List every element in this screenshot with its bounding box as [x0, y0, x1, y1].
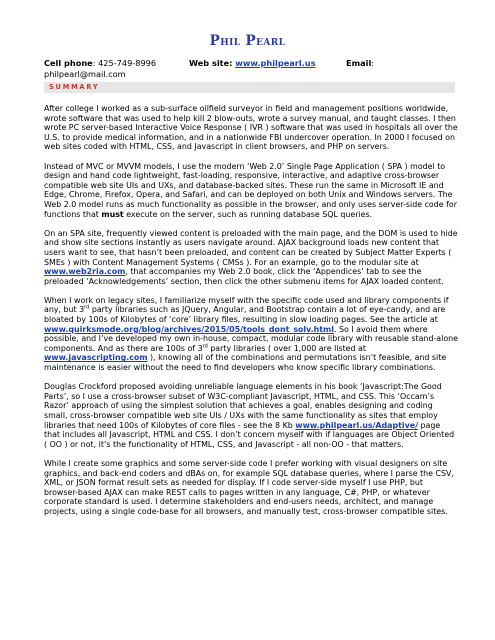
paragraph-6: While I create some graphics and some server-side code I prefer working with visual designers on site graphics, and back-end coders and dBAs on, for example SQL database queries, where I parse the CSV, XML, or JSON format result sets as needed for display. If I code server-side myself I use PHP, but browser-based AJAX can make REST calls to pages written in any language, C#, PHP, or whatever corporate standard is used. I determine stakeholders and end-users needs, architect, and manage projects, using a single code-base for all browsers, and manually test, cross-browser compatible sites. [44, 458, 454, 516]
email-value: philpearl@mail.com [44, 69, 126, 79]
web-site [189, 58, 315, 69]
adaptive-link[interactable]: www.philpearl.us/Adaptive/ [295, 420, 419, 430]
emphasis-must: must [101, 209, 124, 219]
paragraph-5: Douglas Crockford proposed avoiding unreliable language elements in his book ‘Javascript:The Good Parts’, so I use a cross-browser subset of W3C-compliant Javascript, HTML, and CSS. This ‘Occam’s Razor’ approach of using the simplest solution that achieves a goal, enables designing and coding small, cross-browser compatible web site UIs / UXs with the same functionality as sites that employ libraries that need 100s of Kilobytes of core files - see the 8 Kb www.philpearl.us/Adaptive/ page that includes all Javascript, HTML and CSS. I don’t concern myself with if languages are Object Oriented ( OO ) or not, it’s the functionality of HTML, CSS, and Javascript - all non-OO - that matters. [44, 382, 455, 449]
web2ria-link[interactable]: www.web2ria.com [44, 267, 126, 277]
cell-phone-label: Cell phone [44, 58, 93, 68]
summary-body [44, 104, 458, 526]
cell-phone [44, 58, 156, 69]
paragraph-2: Instead of MVC or MVVM models, I use the modern ‘Web 2.0’ Single Page Application ( SPA ) model to design and hand code lightweight, fast-loading, responsive, interactive, and adaptive cross-browser compatible web site UIs and UXs, and database-backed sites. These run the same in Microsoft IE and Edge, Chrome, Firefox, Opera, and Safari, and can be deployed on both Unix and Windows servers. The Web 2.0 model runs as much functionality as possible in the browser, and only uses server-side code for functions that must execute on the server, such as running database SQL queries. [44, 161, 457, 219]
summary-heading-bar [44, 82, 455, 93]
email [346, 58, 374, 69]
paragraph-1: After college I worked as a sub-surface oilfield surveyor in field and management positions worldwide, wrote software that was used to help kill 2 blow-outs, wrote a survey manual, and taught classes. I then wrote PC server-based Interactive Voice Response ( IVR ) software that was used in hospitals all over the U.S. to provide medical information, and in a nationwide FBI undercover operation. In 2000 I focused on web sites coded with HTML, CSS, and Javascript in client browsers, and PHP on servers. [44, 104, 458, 152]
page-title: Phil Pearl [209, 33, 286, 49]
paragraph-4: When I work on legacy sites, I familiarize myself with the specific code used and library components if any, but 3rd party libraries such as JQuery, Angular, and Bootstrap contain a lot of eye-candy, and are bloated by 100s of Kilobytes of ‘core’ library files, resulting in slow loading pages. See the article at www.quirksmode.org/blog/archives/2015/05/tools_dont_solv.html. So I avoid them where possible, and I’ve developed my own in-house, compact, modular code library with reusable stand-alone components. And as there are 100s of 3rd party libraries ( over 1,000 are listed at www.javascripting.com ), knowing all of the combinations and permutations isn’t feasible, and site maintenance is easier without the need to find developers who know specific library combinations. [44, 295, 459, 373]
javascripting-link[interactable]: www.javascripting.com [44, 353, 148, 363]
quirksmode-link[interactable]: www.quirksmode.org/blog/archives/2015/05/tools_dont_solv.html [44, 324, 334, 334]
cell-phone-value: : 425-749-8996 [92, 58, 157, 68]
web-site-label: Web site: [189, 58, 236, 68]
contact-block [44, 58, 454, 80]
contact-row [44, 58, 454, 69]
summary-heading: SUMMARY [49, 83, 100, 91]
paragraph-3: On an SPA site, frequently viewed content is preloaded with the main page, and the DOM is used to hide and show site sections instantly as users navigate around. AJAX background loads new content that users want to see, that hasn’t been preloaded, and content can be created by Subject Matter Experts ( SMEs ) with Content Management Systems ( CMSs ). For an example, go to the modular site at www.web2ria.com, that accompanies my Web 2.0 book, click the ‘Appendices’ tab to see the preloaded ‘Acknowledgements’ section, then click the other submenu items for AJAX loaded content. [44, 228, 458, 286]
email-label: Email [346, 58, 372, 68]
email-separator: : [371, 58, 375, 68]
web-site-link[interactable]: www.philpearl.us [235, 58, 316, 68]
